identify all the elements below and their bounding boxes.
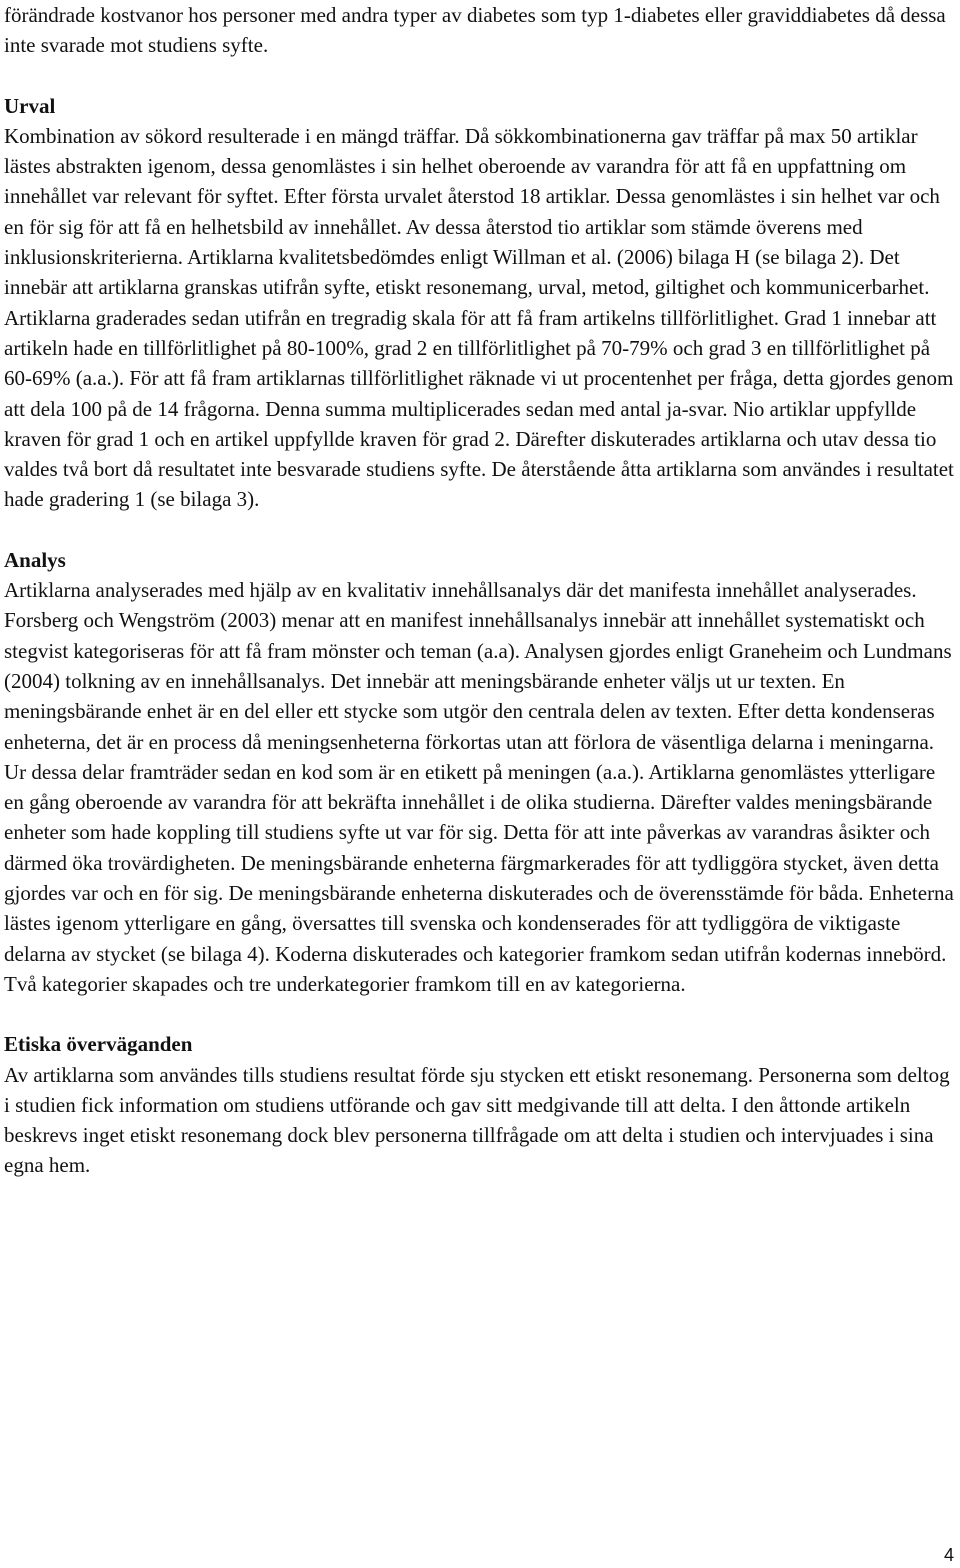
page-number: 4 <box>943 1545 954 1565</box>
heading-analys: Analys <box>4 547 66 572</box>
paragraph-analys: Artiklarna analyserades med hjälp av en kvalitativ innehållsanalys där det manifesta innehållet analyserades. Forsberg och Wengström (2003) menar att en manifest innehållsanalys innebär att innehållet systematiskt och stegvist kategoriseras för att få fram mönster och teman (a.a). Analysen gjordes enligt Graneheim och Lundmans (2004) tolkning av en innehållsanalys. Det innebär att meningsbärande enheter väljs ut ur texten. En meningsbärande enhet är en del eller ett stycke som utgör den centrala delen av texten. Efter detta kondenseras enheterna, det är en process då meningsenheterna förkortas utan att förlora de väsentliga delarna i meningarna. Ur dessa delar framträder sedan en kod som är en etikett på meningen (a.a.). Artiklarna genomlästes ytterligare en gång oberoende av varandra för att bekräfta innehållet i de olika studierna. Därefter valdes meningsbärande enheter som hade koppling till studiens syfte ut var för sig. Detta för att inte påverkas av varandras åsikter och därmed öka trovärdigheten. De meningsbärande enheterna färgmarkerades för att tydliggöra stycket, även detta gjordes var och en för sig. De meningsbärande enheterna diskuterades och de överensstämde för båda. Enheterna lästes igenom ytterligare en gång, översattes till svenska och kondenserades för att tydliggöra de viktigaste delarna av stycket (se bilaga 4). Koderna diskuterades och kategorier framkom sedan utifrån kodernas innebörd. Två kategorier skapades och tre underkategorier framkom till en av kategorierna. <box>4 578 954 996</box>
section-etiska-overvaganden <box>4 1029 956 1180</box>
section-analys <box>4 545 956 999</box>
paragraph-urval: Kombination av sökord resulterade i en mängd träffar. Då sökkombinationerna gav träffar på max 50 artiklar lästes abstrakten igenom, dessa genomlästes i sin helhet oberoende av varandra för att få en uppfattning om innehållet var relevant för syftet. Efter första urvalet återstod 18 artiklar. Dessa genomlästes i sin helhet var och en för sig för att få en helhetsbild av innehållet. Av dessa återstod tio artiklar som stämde överens med inklusionskriterierna. Artiklarna kvalitetsbedömdes enligt Willman et al. (2006) bilaga H (se bilaga 2). Det innebär att artiklarna granskas utifrån syfte, etiskt resonemang, urval, metod, giltighet och kommunicerbarhet. Artiklarna graderades sedan utifrån en tregradig skala för att få fram artikelns tillförlitlighet. Grad 1 innebar att artikeln hade en tillförlitlighet på 80-100%, grad 2 en tillförlitlighet på 70-79% och grad 3 en tillförlitlighet på 60-69% (a.a.). För att få fram artiklarnas tillförlitlighet räknade vi ut procentenhet per fråga, detta gjordes genom att dela 100 på de 14 frågorna. Denna summa multiplicerades sedan med antal ja-svar. Nio artiklar uppfyllde kraven för grad 1 och en artikel uppfyllde kraven för grad 2. Därefter diskuterades artiklarna och utav dessa tio valdes två bort då resultatet inte besvarade studiens syfte. De återstående åtta artiklarna som användes i resultatet hade gradering 1 (se bilaga 3). <box>4 123 954 512</box>
heading-etiska-overvaganden: Etiska överväganden <box>4 1032 193 1057</box>
heading-urval: Urval <box>4 93 56 118</box>
document-page <box>4 0 956 1181</box>
section-urval <box>4 91 956 515</box>
intro-paragraph: förändrade kostvanor hos personer med andra typer av diabetes som typ 1-diabetes eller graviddiabetes då dessa inte svarade mot studiens syfte. <box>4 3 946 58</box>
paragraph-etiska-overvaganden: Av artiklarna som användes tills studiens resultat förde sju stycken ett etiskt resonemang. Personerna som deltog i studien fick information om studiens utförande och gav sitt medgivande till att delta. I den åttonde artikeln beskrevs inget etiskt resonemang dock blev personerna tillfrågade om att delta i studien och intervjuades i sina egna hem. <box>4 1062 950 1178</box>
